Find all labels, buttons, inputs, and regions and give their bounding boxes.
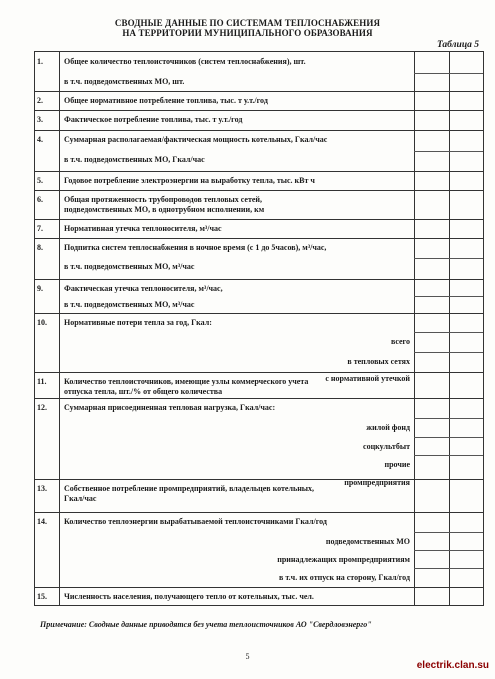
row-label: в т.ч. подведомственных МО, шт. xyxy=(64,77,185,86)
row-label: Количество теплоисточников, имеющие узлы коммерческого учета xyxy=(64,377,309,386)
sub-row-divider xyxy=(414,73,483,74)
row-sub-label: в т.ч. их отпуск на сторону, Гкал/год xyxy=(279,573,410,582)
row-divider xyxy=(35,238,483,239)
row-label: Нормативные потери тепла за год, Гкал: xyxy=(64,318,212,327)
row-number: 8. xyxy=(37,243,43,252)
row-label: Суммарная располагаемая/фактическая мощность котельных, Гкал/час xyxy=(64,135,328,144)
row-sub-label: промпредприятия xyxy=(344,478,410,487)
watermark: electrik.clan.su xyxy=(416,660,489,671)
row-label: Гкал/час xyxy=(64,494,97,503)
sub-row-divider xyxy=(414,296,483,297)
row-sub-label: прочие xyxy=(384,460,410,469)
row-label: Собственное потребление промпредприятий, владельцев котельных, xyxy=(64,484,315,493)
row-sub-label: соцкультбыт xyxy=(363,442,410,451)
row-label: Подпитка систем теплоснабжения в ночное время (с 1 до 5часов), м³/час, xyxy=(64,243,327,252)
row-number: 5. xyxy=(37,176,43,185)
row-divider xyxy=(35,587,483,588)
row-label: в т.ч. подведомственных МО, м³/час xyxy=(64,262,195,271)
sub-row-divider xyxy=(414,532,483,533)
row-divider xyxy=(35,398,483,399)
row-divider xyxy=(35,313,483,314)
row-number: 7. xyxy=(37,224,43,233)
row-sub-label: принадлежащих промпредприятиям xyxy=(277,555,410,564)
row-number: 15. xyxy=(37,592,47,601)
column-divider xyxy=(414,52,415,605)
column-divider xyxy=(449,52,450,605)
row-number: 6. xyxy=(37,195,43,204)
row-label: Количество теплоэнергии вырабатываемой теплоисточниками Гкал/год xyxy=(64,517,327,526)
row-sub-label: жилой фонд xyxy=(366,423,410,432)
sub-row-divider xyxy=(414,550,483,551)
sub-row-divider xyxy=(414,455,483,456)
row-label: Численность населения, получающего тепло от котельных, тыс. чел. xyxy=(64,592,314,601)
row-label: Фактическое потребление топлива, тыс. т у.т./год xyxy=(64,115,243,124)
row-divider xyxy=(35,219,483,220)
row-label: подведомственных МО, в однотрубном исполнении, км xyxy=(64,205,265,214)
row-number: 12. xyxy=(37,403,47,412)
sub-row-divider xyxy=(414,437,483,438)
row-number: 3. xyxy=(37,115,43,124)
row-label: отпуска тепла, шт./% от общего количества xyxy=(64,387,223,396)
row-label: Общая протяженность трубопроводов тепловых сетей, xyxy=(64,195,263,204)
row-divider xyxy=(35,171,483,172)
data-table xyxy=(34,51,484,606)
row-label: Суммарная присоединенная тепловая нагрузка, Гкал/час: xyxy=(64,403,276,412)
row-divider xyxy=(35,279,483,280)
sub-row-divider xyxy=(414,352,483,353)
row-sub-label: в тепловых сетях xyxy=(347,357,410,366)
sub-row-divider xyxy=(414,258,483,259)
sub-row-divider xyxy=(414,332,483,333)
sub-row-divider xyxy=(414,151,483,152)
row-label: Фактическая утечка теплоносителя, м³/час, xyxy=(64,284,223,293)
row-number: 13. xyxy=(37,484,47,493)
row-sub-label: подведомственных МО xyxy=(325,537,410,546)
row-label: в т.ч. подведомственных МО, м³/час xyxy=(64,300,195,309)
row-number: 2. xyxy=(37,96,43,105)
row-divider xyxy=(35,91,483,92)
row-divider xyxy=(35,479,483,480)
row-divider xyxy=(35,190,483,191)
row-number: 9. xyxy=(37,284,43,293)
title-line-2: НА ТЕРРИТОРИИ МУНИЦИПАЛЬНОГО ОБРАЗОВАНИЯ xyxy=(122,28,373,38)
row-number: 14. xyxy=(37,517,47,526)
page-number: 5 xyxy=(245,652,250,661)
row-label: в т.ч. подведомственных МО, Гкал/час xyxy=(64,155,205,164)
table-number: Таблица 5 xyxy=(436,40,479,50)
row-divider xyxy=(35,372,483,373)
row-number: 11. xyxy=(37,377,47,386)
row-divider xyxy=(35,110,483,111)
sub-row-divider xyxy=(414,568,483,569)
row-label: Общее количество теплоисточников (систем теплоснабжения), шт. xyxy=(64,57,306,66)
row-label: Годовое потребление электроэнергии на выработку тепла, тыс. кВт ч xyxy=(64,176,315,185)
column-divider xyxy=(59,52,60,605)
sub-row-divider xyxy=(414,418,483,419)
title-line-1: СВОДНЫЕ ДАННЫЕ ПО СИСТЕМАМ ТЕПЛОСНАБЖЕНИЯ xyxy=(114,18,381,28)
row-sub-label: всего xyxy=(390,337,410,346)
row-divider xyxy=(35,130,483,131)
row-sub-label: с нормативной утечкой xyxy=(325,374,410,383)
row-number: 10. xyxy=(37,318,47,327)
row-divider xyxy=(35,512,483,513)
footnote: Примечание: Сводные данные приводятся без учета теплоисточников АО "Свердловэнерго" xyxy=(40,620,372,629)
row-number: 4. xyxy=(37,135,43,144)
row-label: Нормативная утечка теплоносителя, м³/час xyxy=(64,224,222,233)
row-label: Общее нормативное потребление топлива, тыс. т у.т./год xyxy=(64,96,268,105)
row-number: 1. xyxy=(37,57,43,66)
